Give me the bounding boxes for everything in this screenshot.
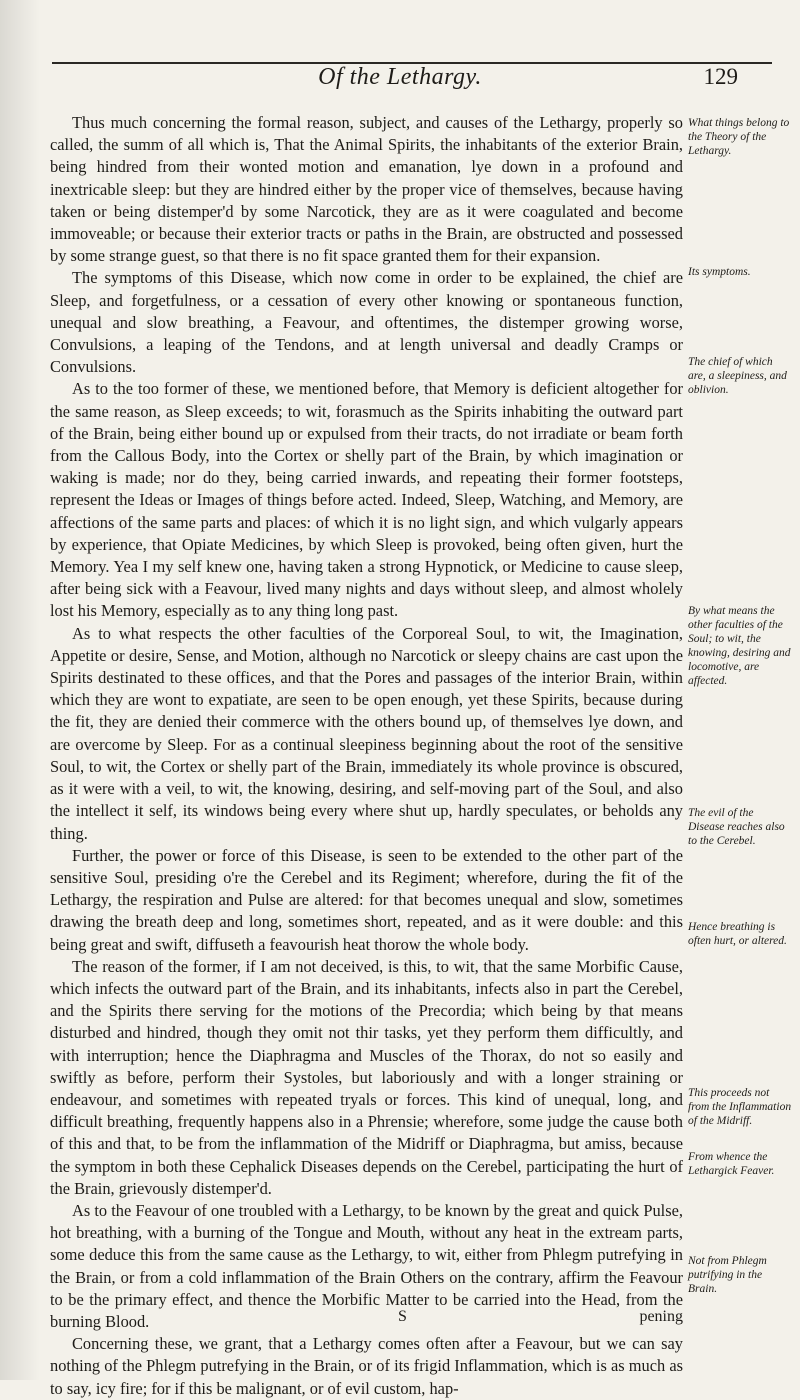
binding-shadow (0, 0, 40, 1380)
page-number: 129 (703, 64, 738, 89)
margin-note: By what means the other faculties of the Soul; to wit, the knowing, desiring and locomotive, are affected. (688, 605, 791, 687)
margin-note: The chief of which are, a sleepiness, and oblivion. (688, 356, 787, 396)
body-text (50, 112, 683, 1400)
paragraph: As to what respects the other faculties of the Corporeal Soul, to wit, the Imagination, Appetite or desire, Sense, and Motion, although no Narcotick or sleepy chains are cast upon the Spirits destinated to these offices, and that the Pores and passages of the interior Brain, within which they are wont to expatiate, are seen to be open enough, yet these Spirits, because during the fit, they are denied their commerce with the others bound up, of themselves lye down, and are overcome by Sleep. For as a continual sleepiness beginning about the root of the sensitive Soul, to wit, the Cortex or shelly part of the Brain, immediately its whole province is obscured, as it were with a veil, to wit, the knowing, desiring, and self-moving part of the Soul, and also the intellect it self, its windows being every where shut up, hardly speculates, or beholds any thing. (50, 623, 683, 843)
margin-note: Hence breathing is often hurt, or altered. (688, 921, 787, 947)
margin-note: This proceeds not from the Inflammation of the Midriff. (688, 1087, 792, 1127)
signature-mark: S (398, 1308, 407, 1325)
paragraph: Further, the power or force of this Disease, is seen to be extended to the other part of the sensitive Soul, presiding o're the Cerebel and its Regiment; wherefore, during the fit of the Lethargy, the respiration and Pulse are altered: for that becomes unequal and slow, sometimes drawing the breath deep and long, sometimes short, repeated, and as it were double: and this being great and swift, diffuseth a feavourish heat thorow the whole body. (50, 845, 683, 954)
paragraph: The symptoms of this Disease, which now come in order to be explained, the chief are Sleep, and forgetfulness, or a cessation of every other knowing or spontaneous function, unequal and slow breathing, a Feavour, and oftentimes, the distemper growing worse, Convulsions, a leaping of the Tendons, and at length universal and deadly Cramps or Convulsions. (50, 268, 683, 377)
catchword: pening (639, 1308, 683, 1325)
margin-note: The evil of the Disease reaches also to the Cerebel. (688, 807, 785, 847)
running-title: Of the Lethargy. (318, 64, 482, 90)
paragraph: Concerning these, we grant, that a Lethargy comes often after a Feavour, but we can say nothing of the Phlegm putrefying in the Brain, or of its frigid Inflammation, which is as much as to say, icy fire; for if this be malignant, or of evil custom, hap- (50, 1334, 683, 1398)
paragraph: Thus much concerning the formal reason, subject, and causes of the Lethargy, properly so called, the summ of all which is, That the Animal Spirits, the inhabitants of the exterior Brain, being hindred from their wonted motion and emanation, lye down in a profound and inextricable sleep: but they are hindred either by the proper vice of themselves, because having taken or being distemper'd by some Narcotick, they are as it were coagulated and become immoveable; or because their exterior tracts or paths in the Brain, are obstructed and possessed by some strange guest, so that there is no fit space granted them for their expansion. (50, 113, 683, 266)
margin-note: What things belong to the Theory of the Lethargy. (688, 117, 790, 157)
margin-note: Not from Phlegm putrifying in the Brain. (688, 1255, 767, 1295)
margin-note: From whence the Lethargick Feaver. (688, 1151, 775, 1177)
margin-note: Its symptoms. (688, 266, 751, 278)
paragraph: The reason of the former, if I am not deceived, is this, to wit, that the same Morbific Cause, which infects the outward part of the Brain, and its inhabitants, infects also in part the Cerebel, and the Spirits there serving for the motions of the Precordia; which being by that means disturbed and hindred, though they omit not thir tasks, yet they perform them difficultly, and with interruption; hence the Diaphragma and Muscles of the Thorax, do not so easily and swiftly as before, perform their Systoles, but laboriously and with a longer straining or endeavour, and sometimes with repeated tryals or forces. This kind of unequal, long, and difficult breathing, frequently happens also in a Phrensie; wherefore, some judge the cause both of this and that, to be from the inflammation of the Midriff or Diaphragma, but amiss, because the symptom in both these Cephalick Diseases depends on the Cerebel, participating the hurt of the Brain, grievously distemper'd. (50, 956, 683, 1198)
paragraph: As to the Feavour of one troubled with a Lethargy, to be known by the great and quick Pulse, hot breathing, with a burning of the Tongue and Mouth, without any heat in the extream parts, some deduce this from the same cause as the Lethargy, to wit, either from Phlegm putrefying in the Brain, or from a cold inflammation of the Brain Others on the contrary, affirm the Feavour to be the primary effect, and thence the Morbific Matter to be carried into the Head, from the burning Blood. (50, 1200, 683, 1331)
paragraph: As to the too former of these, we mentioned before, that Memory is deficient altogether for the same reason, as Sleep exceeds; to wit, forasmuch as the Spirits inhabiting the outward part of the Brain, being either bound up or expulsed from their tracts, do not irradiate or beam forth from the Callous Body, into the Cortex or shelly part of the Brain, by which imagination or waking is made; nor do they, being carried inwards, and repeating their former footsteps, represent the Ideas or Images of things before acted. Indeed, Sleep, Watching, and Memory, are affections of the same parts and places: of which it is no light sign, and which vulgarly appears by experience, that Opiate Medicines, by which Sleep is provoked, being often given, hurt the Memory. Yea I my self knew one, having taken a strong Hypnotick, or Medicine to cause sleep, after being sick with a Feavour, lived many nights and days without sleep, and almost wholely lost his Memory, especially as to any thing long past. (50, 379, 683, 621)
